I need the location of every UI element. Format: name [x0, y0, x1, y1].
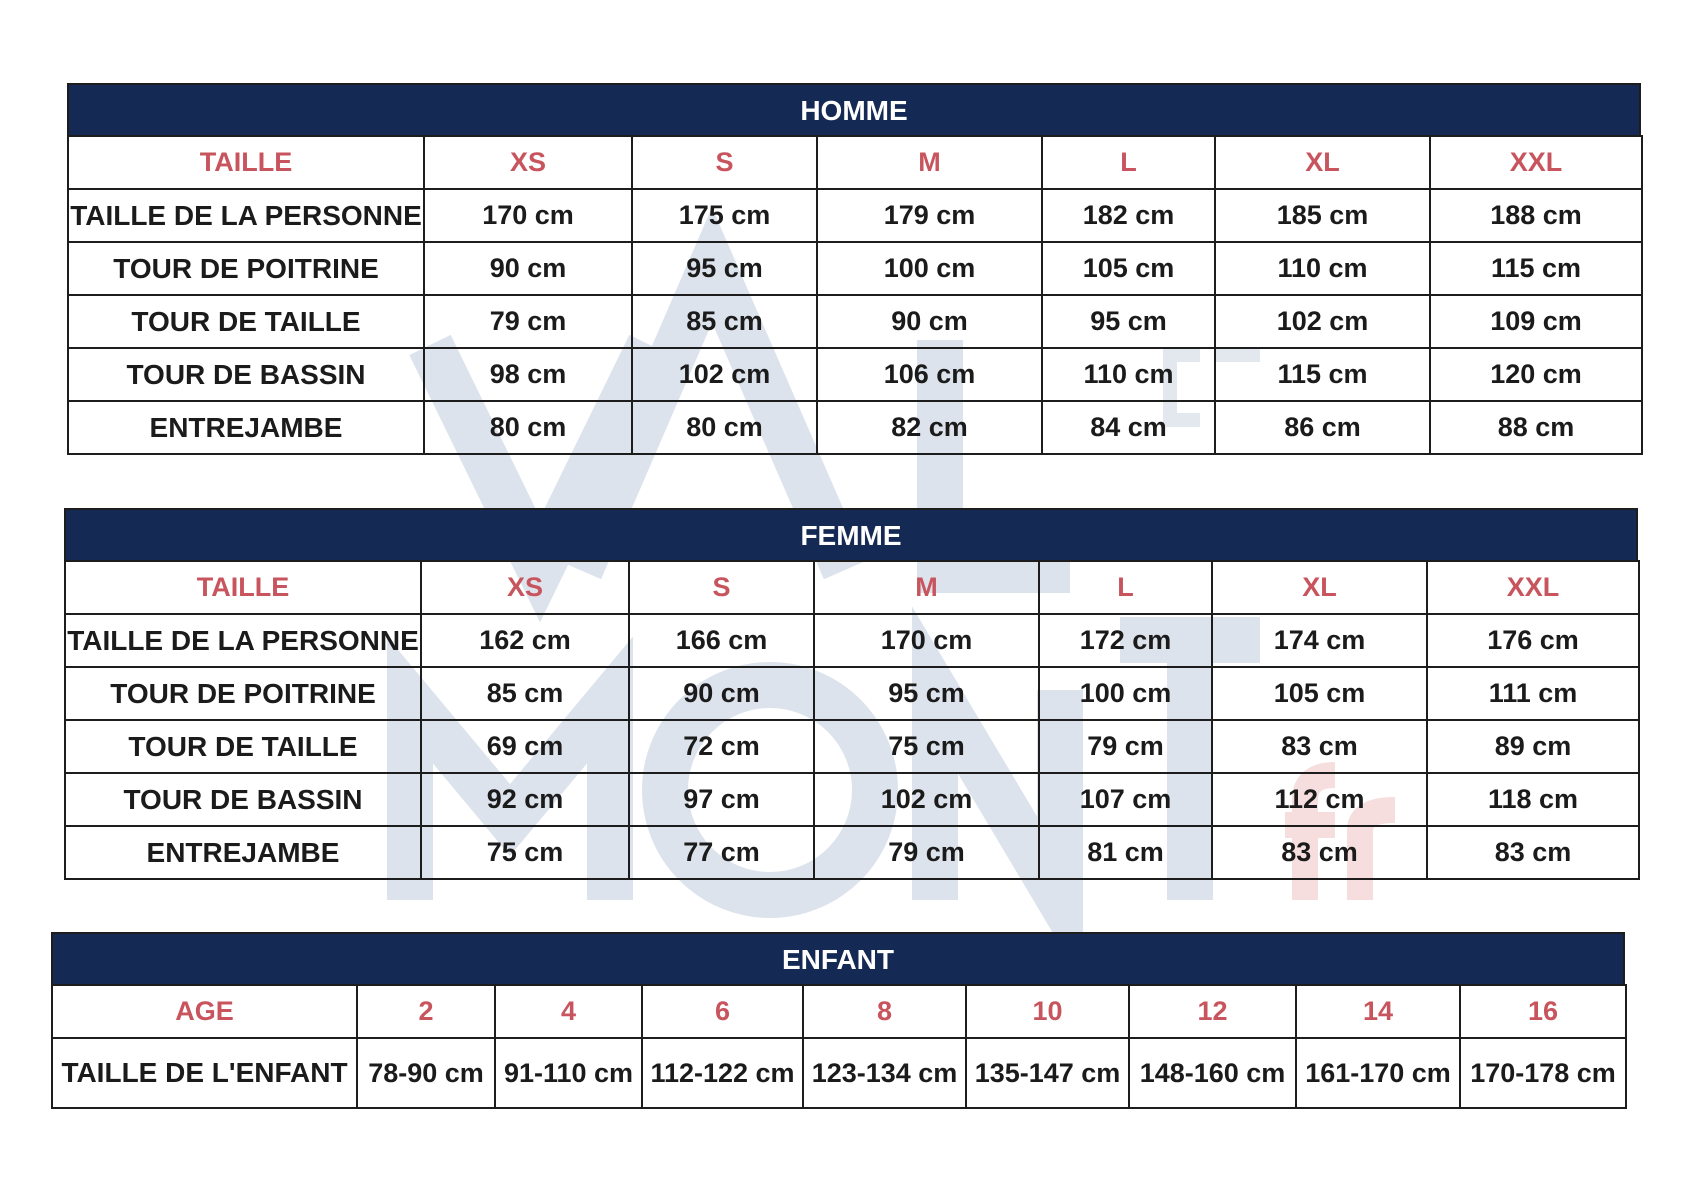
measurement-cell: 170-178 cm — [1460, 1038, 1626, 1108]
measurement-cell: 179 cm — [817, 189, 1042, 242]
measurement-cell: 95 cm — [814, 667, 1039, 720]
measurement-cell: 79 cm — [424, 295, 632, 348]
measurement-cell: 90 cm — [424, 242, 632, 295]
measurement-cell: 100 cm — [817, 242, 1042, 295]
measurement-cell: 82 cm — [817, 401, 1042, 454]
measurement-cell: 90 cm — [629, 667, 814, 720]
header-cell-age-value: 2 — [357, 985, 495, 1038]
measurement-cell: 115 cm — [1215, 348, 1430, 401]
measurement-cell: 81 cm — [1039, 826, 1212, 879]
enfant-header-row — [52, 985, 1626, 1038]
header-cell-age-value: 6 — [642, 985, 803, 1038]
table-row — [65, 773, 1639, 826]
measurement-cell: 83 cm — [1212, 720, 1427, 773]
table-row — [68, 295, 1642, 348]
measurement-cell: 120 cm — [1430, 348, 1642, 401]
measurement-cell: 105 cm — [1042, 242, 1215, 295]
measurement-cell: 102 cm — [814, 773, 1039, 826]
measurement-cell: 111 cm — [1427, 667, 1639, 720]
measurement-cell: 85 cm — [632, 295, 817, 348]
homme-table — [67, 135, 1643, 455]
femme-header-row — [65, 561, 1639, 614]
header-cell-size: XXL — [1430, 136, 1642, 189]
header-cell-size: M — [814, 561, 1039, 614]
header-cell-age-value: 12 — [1129, 985, 1296, 1038]
measurement-cell: 174 cm — [1212, 614, 1427, 667]
header-cell-size: L — [1042, 136, 1215, 189]
table-row — [68, 189, 1642, 242]
header-cell-taille: TAILLE — [68, 136, 424, 189]
header-cell-size: L — [1039, 561, 1212, 614]
row-label: ENTREJAMBE — [68, 401, 424, 454]
measurement-cell: 79 cm — [1039, 720, 1212, 773]
table-row — [65, 614, 1639, 667]
measurement-cell: 170 cm — [814, 614, 1039, 667]
measurement-cell: 84 cm — [1042, 401, 1215, 454]
femme-title: FEMME — [64, 508, 1638, 560]
measurement-cell: 107 cm — [1039, 773, 1212, 826]
measurement-cell: 69 cm — [421, 720, 629, 773]
measurement-cell: 162 cm — [421, 614, 629, 667]
table-row — [68, 242, 1642, 295]
measurement-cell: 75 cm — [814, 720, 1039, 773]
header-cell-size: XXL — [1427, 561, 1639, 614]
measurement-cell: 182 cm — [1042, 189, 1215, 242]
table-row — [65, 826, 1639, 879]
measurement-cell: 110 cm — [1215, 242, 1430, 295]
femme-size-table — [64, 508, 1638, 880]
row-label: TOUR DE BASSIN — [68, 348, 424, 401]
header-cell-age-value: 16 — [1460, 985, 1626, 1038]
measurement-cell: 118 cm — [1427, 773, 1639, 826]
measurement-cell: 135-147 cm — [966, 1038, 1129, 1108]
measurement-cell: 75 cm — [421, 826, 629, 879]
measurement-cell: 95 cm — [632, 242, 817, 295]
measurement-cell: 172 cm — [1039, 614, 1212, 667]
table-row — [68, 401, 1642, 454]
table-row — [65, 720, 1639, 773]
header-cell-age-value: 14 — [1296, 985, 1460, 1038]
row-label: ENTREJAMBE — [65, 826, 421, 879]
row-label: TAILLE DE LA PERSONNE — [65, 614, 421, 667]
header-cell-size: M — [817, 136, 1042, 189]
measurement-cell: 102 cm — [632, 348, 817, 401]
header-cell-age-value: 4 — [495, 985, 642, 1038]
row-label: TOUR DE TAILLE — [65, 720, 421, 773]
measurement-cell: 72 cm — [629, 720, 814, 773]
header-cell-age-value: 8 — [803, 985, 966, 1038]
measurement-cell: 95 cm — [1042, 295, 1215, 348]
enfant-table — [51, 984, 1627, 1109]
measurement-cell: 88 cm — [1430, 401, 1642, 454]
row-label: TOUR DE BASSIN — [65, 773, 421, 826]
measurement-cell: 110 cm — [1042, 348, 1215, 401]
measurement-cell: 185 cm — [1215, 189, 1430, 242]
measurement-cell: 112-122 cm — [642, 1038, 803, 1108]
measurement-cell: 92 cm — [421, 773, 629, 826]
measurement-cell: 188 cm — [1430, 189, 1642, 242]
measurement-cell: 102 cm — [1215, 295, 1430, 348]
row-label: TOUR DE POITRINE — [68, 242, 424, 295]
measurement-cell: 161-170 cm — [1296, 1038, 1460, 1108]
header-cell-size: XS — [424, 136, 632, 189]
header-cell-taille: TAILLE — [65, 561, 421, 614]
measurement-cell: 112 cm — [1212, 773, 1427, 826]
measurement-cell: 166 cm — [629, 614, 814, 667]
header-cell-age: AGE — [52, 985, 357, 1038]
measurement-cell: 83 cm — [1212, 826, 1427, 879]
measurement-cell: 89 cm — [1427, 720, 1639, 773]
header-cell-size: XL — [1215, 136, 1430, 189]
measurement-cell: 105 cm — [1212, 667, 1427, 720]
femme-table — [64, 560, 1640, 880]
measurement-cell: 77 cm — [629, 826, 814, 879]
row-label: TAILLE DE L'ENFANT — [52, 1038, 357, 1108]
measurement-cell: 78-90 cm — [357, 1038, 495, 1108]
measurement-cell: 115 cm — [1430, 242, 1642, 295]
measurement-cell: 80 cm — [424, 401, 632, 454]
measurement-cell: 170 cm — [424, 189, 632, 242]
measurement-cell: 83 cm — [1427, 826, 1639, 879]
measurement-cell: 123-134 cm — [803, 1038, 966, 1108]
measurement-cell: 90 cm — [817, 295, 1042, 348]
table-row — [52, 1038, 1626, 1108]
header-cell-size: XL — [1212, 561, 1427, 614]
header-cell-size: XS — [421, 561, 629, 614]
measurement-cell: 109 cm — [1430, 295, 1642, 348]
table-row — [65, 667, 1639, 720]
measurement-cell: 148-160 cm — [1129, 1038, 1296, 1108]
row-label: TOUR DE POITRINE — [65, 667, 421, 720]
homme-header-row — [68, 136, 1642, 189]
measurement-cell: 91-110 cm — [495, 1038, 642, 1108]
measurement-cell: 98 cm — [424, 348, 632, 401]
measurement-cell: 97 cm — [629, 773, 814, 826]
measurement-cell: 100 cm — [1039, 667, 1212, 720]
homme-size-table — [67, 83, 1641, 455]
enfant-size-table — [51, 932, 1625, 1109]
header-cell-age-value: 10 — [966, 985, 1129, 1038]
measurement-cell: 175 cm — [632, 189, 817, 242]
header-cell-size: S — [632, 136, 817, 189]
table-row — [68, 348, 1642, 401]
row-label: TAILLE DE LA PERSONNE — [68, 189, 424, 242]
measurement-cell: 80 cm — [632, 401, 817, 454]
enfant-title: ENFANT — [51, 932, 1625, 984]
row-label: TOUR DE TAILLE — [68, 295, 424, 348]
measurement-cell: 79 cm — [814, 826, 1039, 879]
measurement-cell: 106 cm — [817, 348, 1042, 401]
measurement-cell: 86 cm — [1215, 401, 1430, 454]
measurement-cell: 85 cm — [421, 667, 629, 720]
header-cell-size: S — [629, 561, 814, 614]
measurement-cell: 176 cm — [1427, 614, 1639, 667]
homme-title: HOMME — [67, 83, 1641, 135]
